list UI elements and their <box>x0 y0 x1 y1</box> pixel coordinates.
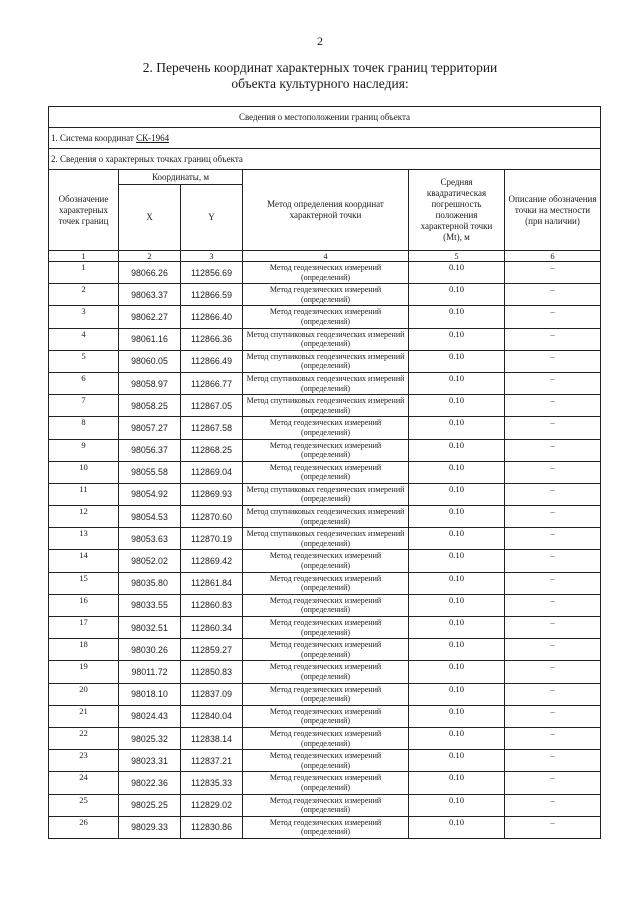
header-y: Y <box>181 185 243 251</box>
method-cell: Метод геодезических измерений (определений) <box>243 306 409 328</box>
point-number: 23 <box>49 750 119 772</box>
table-row <box>49 350 601 372</box>
point-number: 6 <box>49 372 119 394</box>
table-row <box>49 550 601 572</box>
coord-x: 98030.26 <box>119 639 181 661</box>
coord-x: 98058.97 <box>119 372 181 394</box>
precision-cell: 0.10 <box>409 639 505 661</box>
table-row <box>49 262 601 284</box>
point-number: 21 <box>49 705 119 727</box>
coord-x: 98057.27 <box>119 417 181 439</box>
coord-y: 112869.93 <box>181 483 243 505</box>
point-number: 11 <box>49 483 119 505</box>
coord-x: 98029.33 <box>119 816 181 838</box>
point-number: 10 <box>49 461 119 483</box>
description-cell: – <box>505 639 601 661</box>
precision-cell: 0.10 <box>409 550 505 572</box>
precision-cell: 0.10 <box>409 395 505 417</box>
coordinates-table <box>48 106 601 839</box>
precision-cell: 0.10 <box>409 372 505 394</box>
method-cell: Метод геодезических измерений (определений) <box>243 417 409 439</box>
table-row <box>49 417 601 439</box>
title-line-2: объекта культурного наследия: <box>231 76 409 91</box>
description-cell: – <box>505 262 601 284</box>
column-number: 4 <box>243 251 409 262</box>
method-cell: Метод спутниковых геодезических измерений (определений) <box>243 528 409 550</box>
precision-cell: 0.10 <box>409 483 505 505</box>
description-cell: – <box>505 284 601 306</box>
column-number: 2 <box>119 251 181 262</box>
point-number: 7 <box>49 395 119 417</box>
method-cell: Метод геодезических измерений (определений) <box>243 661 409 683</box>
coord-x: 98066.26 <box>119 262 181 284</box>
point-number: 25 <box>49 794 119 816</box>
coord-x: 98054.53 <box>119 506 181 528</box>
coord-x: 98055.58 <box>119 461 181 483</box>
coord-y: 112866.49 <box>181 350 243 372</box>
point-number: 8 <box>49 417 119 439</box>
description-cell: – <box>505 816 601 838</box>
precision-cell: 0.10 <box>409 750 505 772</box>
header-method: Метод определения координат характерной точки <box>243 170 409 251</box>
coord-y: 112870.60 <box>181 506 243 528</box>
precision-cell: 0.10 <box>409 683 505 705</box>
precision-cell: 0.10 <box>409 617 505 639</box>
table-row <box>49 772 601 794</box>
table-row <box>49 661 601 683</box>
method-cell: Метод геодезических измерений (определений) <box>243 794 409 816</box>
description-cell: – <box>505 417 601 439</box>
method-cell: Метод геодезических измерений (определений) <box>243 284 409 306</box>
precision-cell: 0.10 <box>409 528 505 550</box>
coord-x: 98022.36 <box>119 772 181 794</box>
method-cell: Метод геодезических измерений (определений) <box>243 594 409 616</box>
table-row <box>49 639 601 661</box>
description-cell: – <box>505 506 601 528</box>
description-cell: – <box>505 705 601 727</box>
table-row <box>49 461 601 483</box>
coordinate-system-row <box>49 128 601 149</box>
table-row <box>49 439 601 461</box>
coord-y: 112856.69 <box>181 262 243 284</box>
precision-cell: 0.10 <box>409 328 505 350</box>
coord-y: 112867.58 <box>181 417 243 439</box>
method-cell: Метод геодезических измерений (определений) <box>243 439 409 461</box>
precision-cell: 0.10 <box>409 417 505 439</box>
coord-x: 98063.37 <box>119 284 181 306</box>
coord-y: 112868.25 <box>181 439 243 461</box>
coord-y: 112830.86 <box>181 816 243 838</box>
coord-y: 112861.84 <box>181 572 243 594</box>
description-cell: – <box>505 550 601 572</box>
table-row <box>49 395 601 417</box>
table-row <box>49 572 601 594</box>
table-row <box>49 816 601 838</box>
coord-y: 112859.27 <box>181 639 243 661</box>
coord-x: 98018.10 <box>119 683 181 705</box>
coord-x: 98032.51 <box>119 617 181 639</box>
method-cell: Метод геодезических измерений (определений) <box>243 772 409 794</box>
precision-cell: 0.10 <box>409 350 505 372</box>
coord-x: 98054.92 <box>119 483 181 505</box>
point-number: 19 <box>49 661 119 683</box>
method-cell: Метод геодезических измерений (определений) <box>243 617 409 639</box>
point-number: 5 <box>49 350 119 372</box>
description-cell: – <box>505 528 601 550</box>
coord-x: 98011.72 <box>119 661 181 683</box>
coord-x: 98056.37 <box>119 439 181 461</box>
table-row <box>49 683 601 705</box>
coord-y: 112870.19 <box>181 528 243 550</box>
coord-y: 112837.09 <box>181 683 243 705</box>
header-x: X <box>119 185 181 251</box>
section-header: Сведения о местоположении границ объекта <box>49 107 601 128</box>
header-coordinates: Координаты, м <box>119 170 243 185</box>
coord-x: 98025.25 <box>119 794 181 816</box>
coord-y: 112838.14 <box>181 727 243 749</box>
coord-x: 98052.02 <box>119 550 181 572</box>
coord-x: 98058.25 <box>119 395 181 417</box>
description-cell: – <box>505 395 601 417</box>
column-number: 3 <box>181 251 243 262</box>
table-row <box>49 506 601 528</box>
coord-y: 112866.59 <box>181 284 243 306</box>
coord-y: 112840.04 <box>181 705 243 727</box>
table-row <box>49 328 601 350</box>
method-cell: Метод геодезических измерений (определений) <box>243 461 409 483</box>
column-number: 6 <box>505 251 601 262</box>
precision-cell: 0.10 <box>409 794 505 816</box>
precision-cell: 0.10 <box>409 572 505 594</box>
method-cell: Метод геодезических измерений (определений) <box>243 572 409 594</box>
precision-cell: 0.10 <box>409 727 505 749</box>
table-row <box>49 306 601 328</box>
precision-cell: 0.10 <box>409 661 505 683</box>
point-number: 26 <box>49 816 119 838</box>
method-cell: Метод спутниковых геодезических измерений (определений) <box>243 372 409 394</box>
header-designation: Обозначение характерных точек границ <box>49 170 119 251</box>
point-number: 18 <box>49 639 119 661</box>
coord-y: 112850.83 <box>181 661 243 683</box>
method-cell: Метод геодезических измерений (определений) <box>243 727 409 749</box>
method-cell: Метод геодезических измерений (определений) <box>243 816 409 838</box>
method-cell: Метод геодезических измерений (определений) <box>243 262 409 284</box>
point-number: 9 <box>49 439 119 461</box>
precision-cell: 0.10 <box>409 772 505 794</box>
coord-y: 112860.83 <box>181 594 243 616</box>
point-number: 4 <box>49 328 119 350</box>
method-cell: Метод геодезических измерений (определений) <box>243 750 409 772</box>
precision-cell: 0.10 <box>409 816 505 838</box>
point-number: 17 <box>49 617 119 639</box>
method-cell: Метод спутниковых геодезических измерений (определений) <box>243 328 409 350</box>
table-row <box>49 528 601 550</box>
method-cell: Метод спутниковых геодезических измерений (определений) <box>243 483 409 505</box>
table-row <box>49 705 601 727</box>
point-number: 1 <box>49 262 119 284</box>
table-row <box>49 617 601 639</box>
point-number: 24 <box>49 772 119 794</box>
description-cell: – <box>505 772 601 794</box>
table-row <box>49 372 601 394</box>
description-cell: – <box>505 306 601 328</box>
method-cell: Метод геодезических измерений (определений) <box>243 683 409 705</box>
description-cell: – <box>505 350 601 372</box>
description-cell: – <box>505 594 601 616</box>
coord-y: 112835.33 <box>181 772 243 794</box>
page-number: 2 <box>317 34 323 48</box>
description-cell: – <box>505 661 601 683</box>
point-number: 14 <box>49 550 119 572</box>
point-number: 13 <box>49 528 119 550</box>
description-cell: – <box>505 617 601 639</box>
coord-y: 112837.21 <box>181 750 243 772</box>
coord-x: 98053.63 <box>119 528 181 550</box>
coord-x: 98033.55 <box>119 594 181 616</box>
description-cell: – <box>505 794 601 816</box>
method-cell: Метод геодезических измерений (определений) <box>243 639 409 661</box>
coord-y: 112829.02 <box>181 794 243 816</box>
coord-x: 98024.43 <box>119 705 181 727</box>
coord-x: 98035.80 <box>119 572 181 594</box>
method-cell: Метод геодезических измерений (определений) <box>243 705 409 727</box>
table-row <box>49 483 601 505</box>
table-row <box>49 750 601 772</box>
description-cell: – <box>505 483 601 505</box>
point-number: 22 <box>49 727 119 749</box>
table-row <box>49 727 601 749</box>
description-cell: – <box>505 461 601 483</box>
coord-y: 112869.04 <box>181 461 243 483</box>
coord-x: 98062.27 <box>119 306 181 328</box>
coord-y: 112866.77 <box>181 372 243 394</box>
description-cell: – <box>505 372 601 394</box>
precision-cell: 0.10 <box>409 284 505 306</box>
precision-cell: 0.10 <box>409 306 505 328</box>
precision-cell: 0.10 <box>409 461 505 483</box>
method-cell: Метод спутниковых геодезических измерений (определений) <box>243 506 409 528</box>
description-cell: – <box>505 439 601 461</box>
description-cell: – <box>505 750 601 772</box>
description-cell: – <box>505 328 601 350</box>
method-cell: Метод спутниковых геодезических измерений (определений) <box>243 350 409 372</box>
point-number: 2 <box>49 284 119 306</box>
precision-cell: 0.10 <box>409 705 505 727</box>
title-line-1: 2. Перечень координат характерных точек границ территории <box>142 60 498 75</box>
point-number: 12 <box>49 506 119 528</box>
table-row <box>49 594 601 616</box>
page-title <box>0 60 640 92</box>
point-number: 20 <box>49 683 119 705</box>
description-cell: – <box>505 683 601 705</box>
coord-y: 112869.42 <box>181 550 243 572</box>
description-cell: – <box>505 727 601 749</box>
point-number: 16 <box>49 594 119 616</box>
table-row <box>49 284 601 306</box>
coord-x: 98060.05 <box>119 350 181 372</box>
precision-cell: 0.10 <box>409 594 505 616</box>
coord-x: 98023.31 <box>119 750 181 772</box>
header-description: Описание обозначения точки на местности (при наличии) <box>505 170 601 251</box>
points-info-label: 2. Сведения о характерных точках границ объекта <box>49 149 601 170</box>
coord-y: 112866.40 <box>181 306 243 328</box>
point-number: 15 <box>49 572 119 594</box>
coord-x: 98061.16 <box>119 328 181 350</box>
point-number: 3 <box>49 306 119 328</box>
description-cell: – <box>505 572 601 594</box>
coord-y: 112860.34 <box>181 617 243 639</box>
coord-y: 112867.05 <box>181 395 243 417</box>
column-number: 1 <box>49 251 119 262</box>
column-numbers-row <box>49 251 601 262</box>
method-cell: Метод спутниковых геодезических измерений (определений) <box>243 395 409 417</box>
coordinate-system-value: СК-1964 <box>136 133 170 143</box>
method-cell: Метод геодезических измерений (определений) <box>243 550 409 572</box>
coordinate-system-label: 1. Система координат <box>51 133 134 143</box>
coord-x: 98025.32 <box>119 727 181 749</box>
precision-cell: 0.10 <box>409 439 505 461</box>
precision-cell: 0.10 <box>409 262 505 284</box>
header-precision: Средняя квадратическая погрешность положения характерной точки (Мt), м <box>409 170 505 251</box>
column-number: 5 <box>409 251 505 262</box>
coord-y: 112866.36 <box>181 328 243 350</box>
precision-cell: 0.10 <box>409 506 505 528</box>
table-row <box>49 794 601 816</box>
